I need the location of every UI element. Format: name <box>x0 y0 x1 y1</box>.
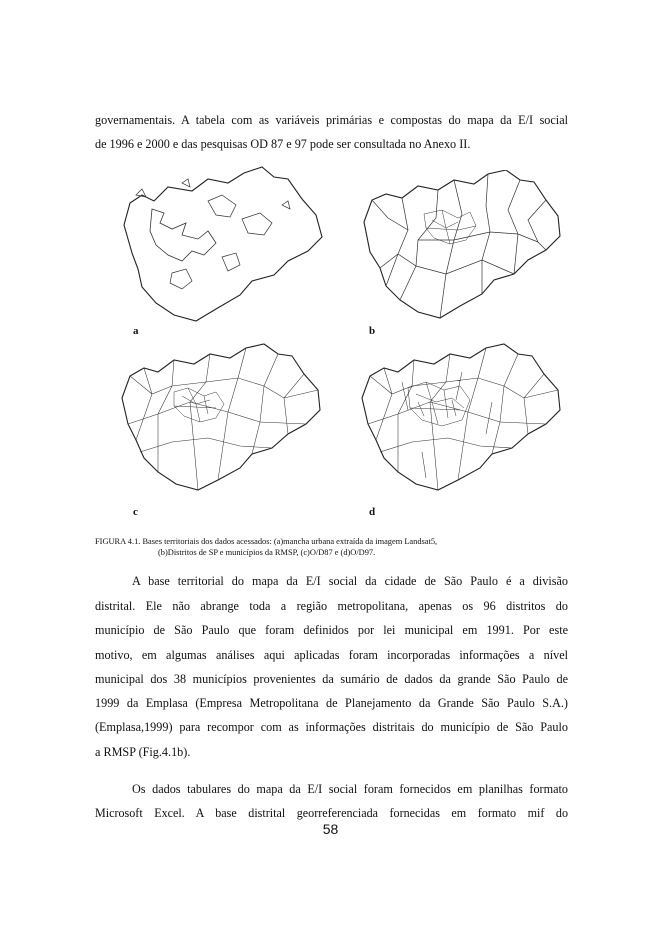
panel-label-c: c <box>133 506 138 518</box>
body-text-line <box>95 805 568 821</box>
body-text-line: Os dados tabulares do mapa da E/I social foram fornecidos em planilhas formato <box>132 782 568 796</box>
body-text-line: 1999 da Emplasa (Empresa Metropolitana de Planejamento da Grande São Paulo S.A.) <box>95 696 568 710</box>
body-text-line: motivo, em algumas análises aqui aplicadas foram incorporadas informações a nível <box>95 648 568 662</box>
map-panel-a <box>112 165 324 323</box>
body-text-line: (Emplasa,1999) para recompor com as informações distritais do município de São Paulo <box>95 720 568 734</box>
panel-label-a: a <box>133 325 139 337</box>
page-number: 58 <box>322 821 339 837</box>
map-panel-c <box>112 342 324 492</box>
panel-label-b: b <box>369 325 376 337</box>
body-text-fragment: Microsoft Excel. A base distrital georreferenciada fornecidas em formato mif do <box>95 806 568 820</box>
body-text-line: distrital. Ele não abrange toda a região metropolitana, apenas os 96 distritos do <box>95 599 568 613</box>
figure-caption-continued: (b)Distritos de SP e municípios da RMSP, (c)O/D87 e (d)O/D97. <box>158 548 376 557</box>
figure-caption: FIGURA 4.1. Bases territoriais dos dados acessados: (a)mancha urbana extraída da imagem Landsat5, <box>95 537 438 546</box>
body-text-line: municipal dos 38 municípios provenientes da sumário de dados da grande São Paulo de <box>95 672 568 686</box>
body-text-line: de 1996 e 2000 e das pesquisas OD 87 e 97 pode ser consultada no Anexo II. <box>95 137 471 151</box>
body-text-line: a RMSP (Fig.4.1b). <box>95 745 191 759</box>
body-text-line: A base territorial do mapa da E/I social da cidade de São Paulo é a divisão <box>132 574 568 588</box>
body-text-line: município de São Paulo que foram definidos por lei municipal em 1991. Por este <box>95 623 568 637</box>
panel-label-d: d <box>369 506 376 518</box>
body-text-line: governamentais. A tabela com as variáveis primárias e compostas do mapa da E/I social <box>95 113 568 127</box>
map-panel-d <box>352 342 564 492</box>
map-panel-b <box>358 170 562 320</box>
